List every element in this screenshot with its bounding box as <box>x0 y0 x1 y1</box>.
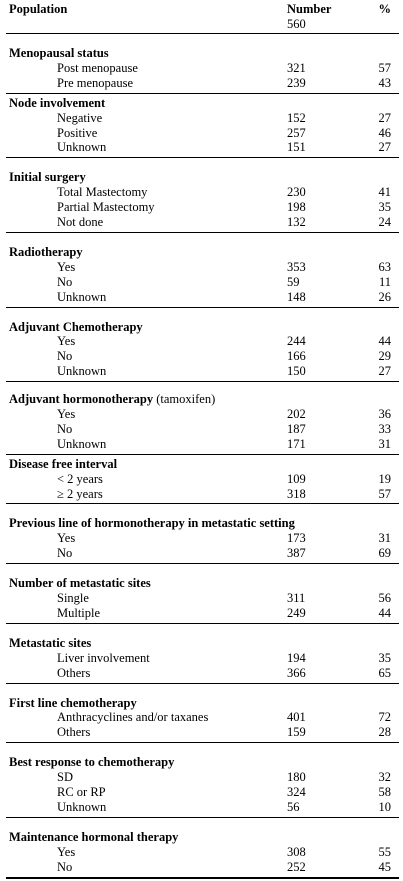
section-title-row <box>0 169 403 185</box>
section-title-row <box>0 515 403 531</box>
row-number: 180 <box>287 770 306 785</box>
row-label: Unknown <box>57 436 107 451</box>
section-title: Radiotherapy <box>9 244 83 259</box>
table-row <box>0 784 403 800</box>
row-number: 311 <box>287 591 306 605</box>
row-percent: 19 <box>378 471 391 486</box>
section-title: Node involvement <box>9 95 106 110</box>
row-percent: 55 <box>378 844 391 859</box>
row-label: Liver involvement <box>57 650 150 665</box>
row-label: SD <box>57 770 73 785</box>
row-label: No <box>57 274 73 289</box>
row-label: No <box>57 421 73 436</box>
total-number: 560 <box>287 17 306 31</box>
table-row <box>0 406 403 422</box>
row-percent: 56 <box>378 591 391 605</box>
section-title-note: (tamoxifen) <box>153 392 216 407</box>
row-percent: 27 <box>378 140 391 155</box>
table-row <box>0 799 403 815</box>
row-percent: 46 <box>378 125 391 140</box>
table-row <box>0 125 403 141</box>
table-row <box>0 214 403 230</box>
section-title: Disease free interval <box>9 456 118 471</box>
header-percent: % <box>378 2 391 16</box>
table-row <box>0 110 403 126</box>
section-title-row <box>0 635 403 651</box>
section-rule <box>6 817 399 818</box>
row-percent: 41 <box>378 185 391 200</box>
section-title: Best response to chemotherapy <box>9 755 175 770</box>
row-percent: 72 <box>378 710 391 725</box>
row-percent: 31 <box>378 531 391 546</box>
row-percent: 35 <box>378 650 391 665</box>
table-row <box>0 769 403 785</box>
row-label: No <box>57 859 73 874</box>
table-row <box>0 436 403 452</box>
row-percent: 44 <box>378 605 391 620</box>
row-label: Unknown <box>57 364 107 379</box>
row-percent: 33 <box>378 421 391 436</box>
row-label: Anthracyclines and/or taxanes <box>57 710 209 725</box>
row-number: 159 <box>287 725 306 740</box>
section-rule <box>6 381 399 382</box>
row-number: 152 <box>287 110 306 125</box>
table-row <box>0 199 403 215</box>
row-number: 198 <box>287 200 306 215</box>
row-label: Multiple <box>57 605 101 620</box>
row-number: 230 <box>287 185 306 200</box>
row-percent: 29 <box>378 349 391 364</box>
row-percent: 44 <box>378 334 391 349</box>
section-title-row <box>0 829 403 845</box>
row-label: Single <box>57 591 89 605</box>
section-rule <box>6 157 399 158</box>
section-title: Initial surgery <box>9 170 86 185</box>
row-percent: 58 <box>378 785 391 799</box>
row-label: < 2 years <box>57 471 103 486</box>
row-percent: 32 <box>378 770 391 785</box>
row-percent: 35 <box>378 200 391 215</box>
row-number: 308 <box>287 844 306 859</box>
table-row <box>0 650 403 666</box>
section-rule <box>6 623 399 624</box>
row-percent: 65 <box>378 665 391 680</box>
table-row <box>0 289 403 305</box>
row-number: 109 <box>287 471 306 486</box>
row-number: 318 <box>287 486 306 501</box>
section-rule <box>6 307 399 308</box>
row-number: 324 <box>287 785 306 799</box>
table-row <box>0 590 403 606</box>
row-percent: 57 <box>378 60 391 75</box>
section-title-row <box>0 319 403 335</box>
header-population: Population <box>9 2 68 16</box>
table-row <box>0 421 403 437</box>
row-label: Unknown <box>57 140 107 155</box>
table-row <box>0 60 403 76</box>
section-title-row <box>0 45 403 61</box>
row-label: RC or RP <box>57 785 106 799</box>
row-percent: 57 <box>378 486 391 501</box>
section-title-row <box>0 456 403 472</box>
row-label: Yes <box>57 334 76 349</box>
section-rule <box>6 232 399 233</box>
row-number: 187 <box>287 421 306 436</box>
row-number: 173 <box>287 531 306 546</box>
row-label: Total Mastectomy <box>57 185 148 200</box>
row-label: No <box>57 349 73 364</box>
row-number: 401 <box>287 710 306 725</box>
total-row <box>0 16 403 32</box>
row-number: 202 <box>287 407 306 421</box>
row-number: 150 <box>287 364 306 379</box>
section-title-row <box>0 244 403 260</box>
row-number: 132 <box>287 215 306 229</box>
row-percent: 63 <box>378 259 391 274</box>
row-label: Others <box>57 725 91 740</box>
header-rule <box>6 33 399 34</box>
row-number: 148 <box>287 289 306 304</box>
row-number: 257 <box>287 125 306 140</box>
row-number: 239 <box>287 75 306 90</box>
section-title: Maintenance hormonal therapy <box>9 829 179 844</box>
row-label: Others <box>57 665 91 680</box>
table-row <box>0 486 403 502</box>
section-title: First line chemotherapy <box>9 695 137 710</box>
row-percent: 26 <box>378 289 391 304</box>
row-number: 244 <box>287 334 306 349</box>
section-title: Number of metastatic sites <box>9 576 151 591</box>
table-row <box>0 75 403 91</box>
table-row <box>0 139 403 155</box>
row-number: 194 <box>287 650 306 665</box>
row-label: Unknown <box>57 289 107 304</box>
row-number: 387 <box>287 546 306 561</box>
row-number: 366 <box>287 665 306 680</box>
table-row <box>0 859 403 875</box>
row-label: Yes <box>57 259 76 274</box>
table-row <box>0 471 403 487</box>
row-number: 56 <box>287 799 300 814</box>
section-rule <box>6 683 399 684</box>
section-title: Metastatic sites <box>9 635 92 650</box>
section-rule <box>6 93 399 94</box>
section-rule <box>6 742 399 743</box>
row-percent: 10 <box>378 799 391 814</box>
table-row <box>0 724 403 740</box>
header-row <box>0 1 403 17</box>
row-percent: 45 <box>378 859 391 874</box>
row-label: Post menopause <box>57 60 138 75</box>
table-row <box>0 605 403 621</box>
row-label: Yes <box>57 531 76 546</box>
row-percent: 36 <box>378 407 391 421</box>
row-number: 249 <box>287 605 306 620</box>
row-number: 166 <box>287 349 306 364</box>
header-number: Number <box>287 2 332 16</box>
section-title: Previous line of hormonotherapy in metastatic setting <box>9 516 295 531</box>
row-percent: 27 <box>378 110 391 125</box>
row-percent: 43 <box>378 75 391 90</box>
table-row <box>0 274 403 290</box>
row-label: Partial Mastectomy <box>57 200 155 215</box>
table-row <box>0 259 403 275</box>
row-label: Yes <box>57 407 76 421</box>
row-label: No <box>57 546 73 561</box>
row-label: Yes <box>57 844 76 859</box>
section-rule <box>6 563 399 564</box>
table-row <box>0 333 403 349</box>
row-number: 252 <box>287 859 306 874</box>
section-rule <box>6 877 399 879</box>
section-rule <box>6 454 399 455</box>
section-title: Menopausal status <box>9 46 109 60</box>
table-row <box>0 844 403 860</box>
table-row <box>0 545 403 561</box>
section-title-text: Adjuvant hormonotherapy <box>9 392 154 407</box>
table-row <box>0 530 403 546</box>
row-percent: 69 <box>378 546 391 561</box>
section-title-row <box>0 695 403 711</box>
table-row <box>0 348 403 364</box>
section-title: Adjuvant Chemotherapy <box>9 319 143 334</box>
section-title-row <box>0 754 403 770</box>
section-title-row <box>0 95 403 111</box>
section-title-row <box>0 575 403 591</box>
section-title <box>9 391 215 407</box>
row-percent: 28 <box>378 725 391 740</box>
row-label: Unknown <box>57 799 107 814</box>
table-row <box>0 665 403 681</box>
row-number: 353 <box>287 259 306 274</box>
row-label: Positive <box>57 125 98 140</box>
row-percent: 11 <box>378 274 391 289</box>
row-number: 321 <box>287 60 306 75</box>
table-row <box>0 709 403 725</box>
row-number: 59 <box>287 274 300 289</box>
table-row <box>0 184 403 200</box>
row-label: Not done <box>57 215 104 229</box>
row-label: ≥ 2 years <box>57 486 103 501</box>
section-rule <box>6 503 399 504</box>
section-title-row <box>0 391 403 407</box>
row-label: Pre menopause <box>57 75 134 90</box>
table-row <box>0 363 403 379</box>
row-number: 171 <box>287 436 306 451</box>
row-number: 151 <box>287 140 306 155</box>
row-percent: 24 <box>378 215 391 229</box>
row-label: Negative <box>57 110 103 125</box>
row-percent: 27 <box>378 364 391 379</box>
row-percent: 31 <box>378 436 391 451</box>
